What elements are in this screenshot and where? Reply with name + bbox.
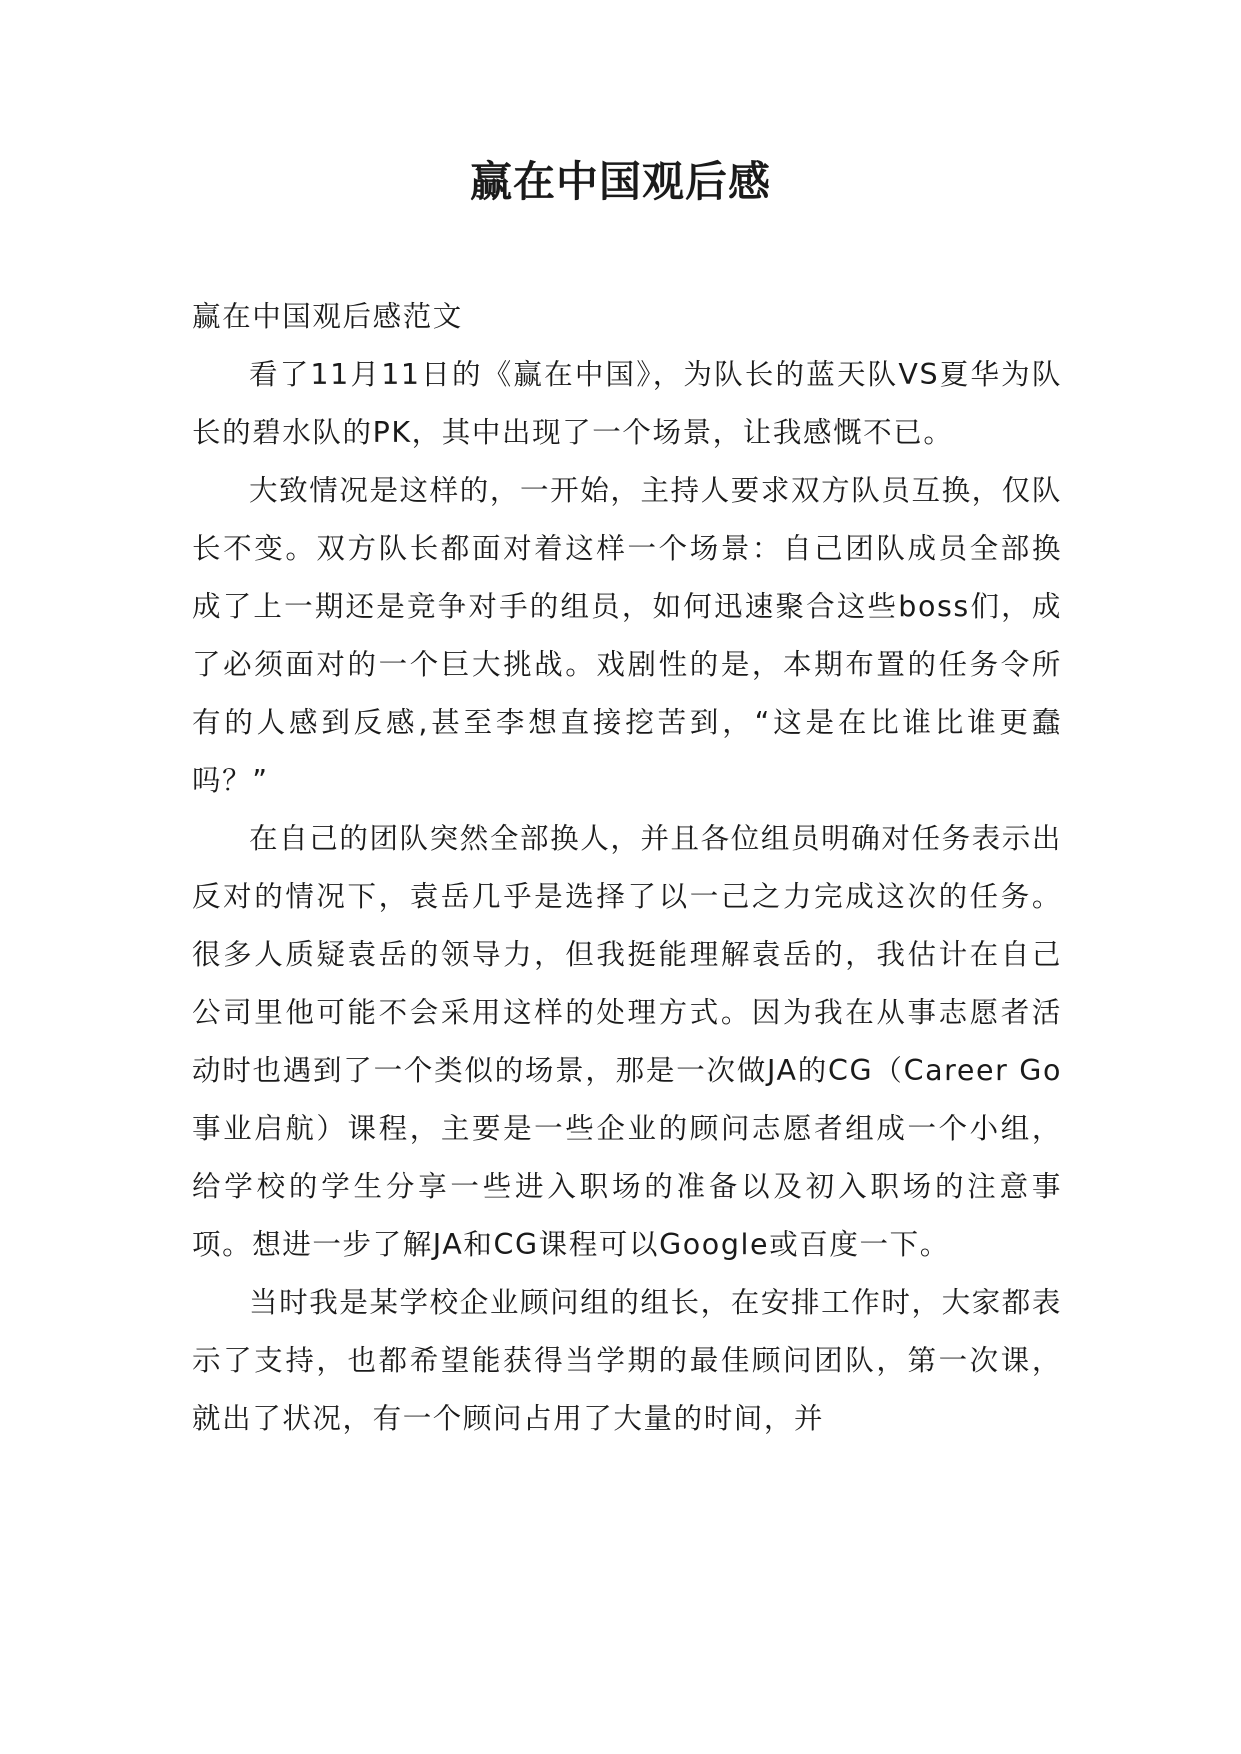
paragraph: 大致情况是这样的，一开始，主持人要求双方队员互换，仅队长不变。双方队长都面对着这样一个场景：自己团队成员全部换成了上一期还是竞争对手的组员，如何迅速聚合这些boss们，成了必须面对的一个巨大挑战。戏剧性的是，本期布置的任务令所有的人感到反感,甚至李想直接挖苦到，“这是在比谁比谁更蠢吗？” xyxy=(192,474,1062,797)
paragraph: 当时我是某学校企业顾问组的组长，在安排工作时，大家都表示了支持，也都希望能获得当学期的最佳顾问团队，第一次课，就出了状况，有一个顾问占用了大量的时间，并 xyxy=(192,1286,1062,1435)
paragraph: 在自己的团队突然全部换人，并且各位组员明确对任务表示出反对的情况下，袁岳几乎是选择了以一己之力完成这次的任务。很多人质疑袁岳的领导力，但我挺能理解袁岳的，我估计在自己公司里他可能不会采用这样的处理方式。因为我在从事志愿者活动时也遇到了一个类似的场景，那是一次做JA的CG（Career Go事业启航）课程，主要是一些企业的顾问志愿者组成一个小组，给学校的学生分享一些进入职场的准备以及初入职场的注意事项。想进一步了解JA和CG课程可以Google或百度一下。 xyxy=(192,822,1062,1261)
document-title: 赢在中国观后感 xyxy=(469,157,771,206)
document-body xyxy=(192,288,1062,1448)
document-subtitle: 赢在中国观后感范文 xyxy=(192,300,463,333)
paragraph: 看了11月11日的《赢在中国》，为队长的蓝天队VS夏华为队长的碧水队的PK，其中出现了一个场景，让我感慨不已。 xyxy=(192,358,1062,449)
